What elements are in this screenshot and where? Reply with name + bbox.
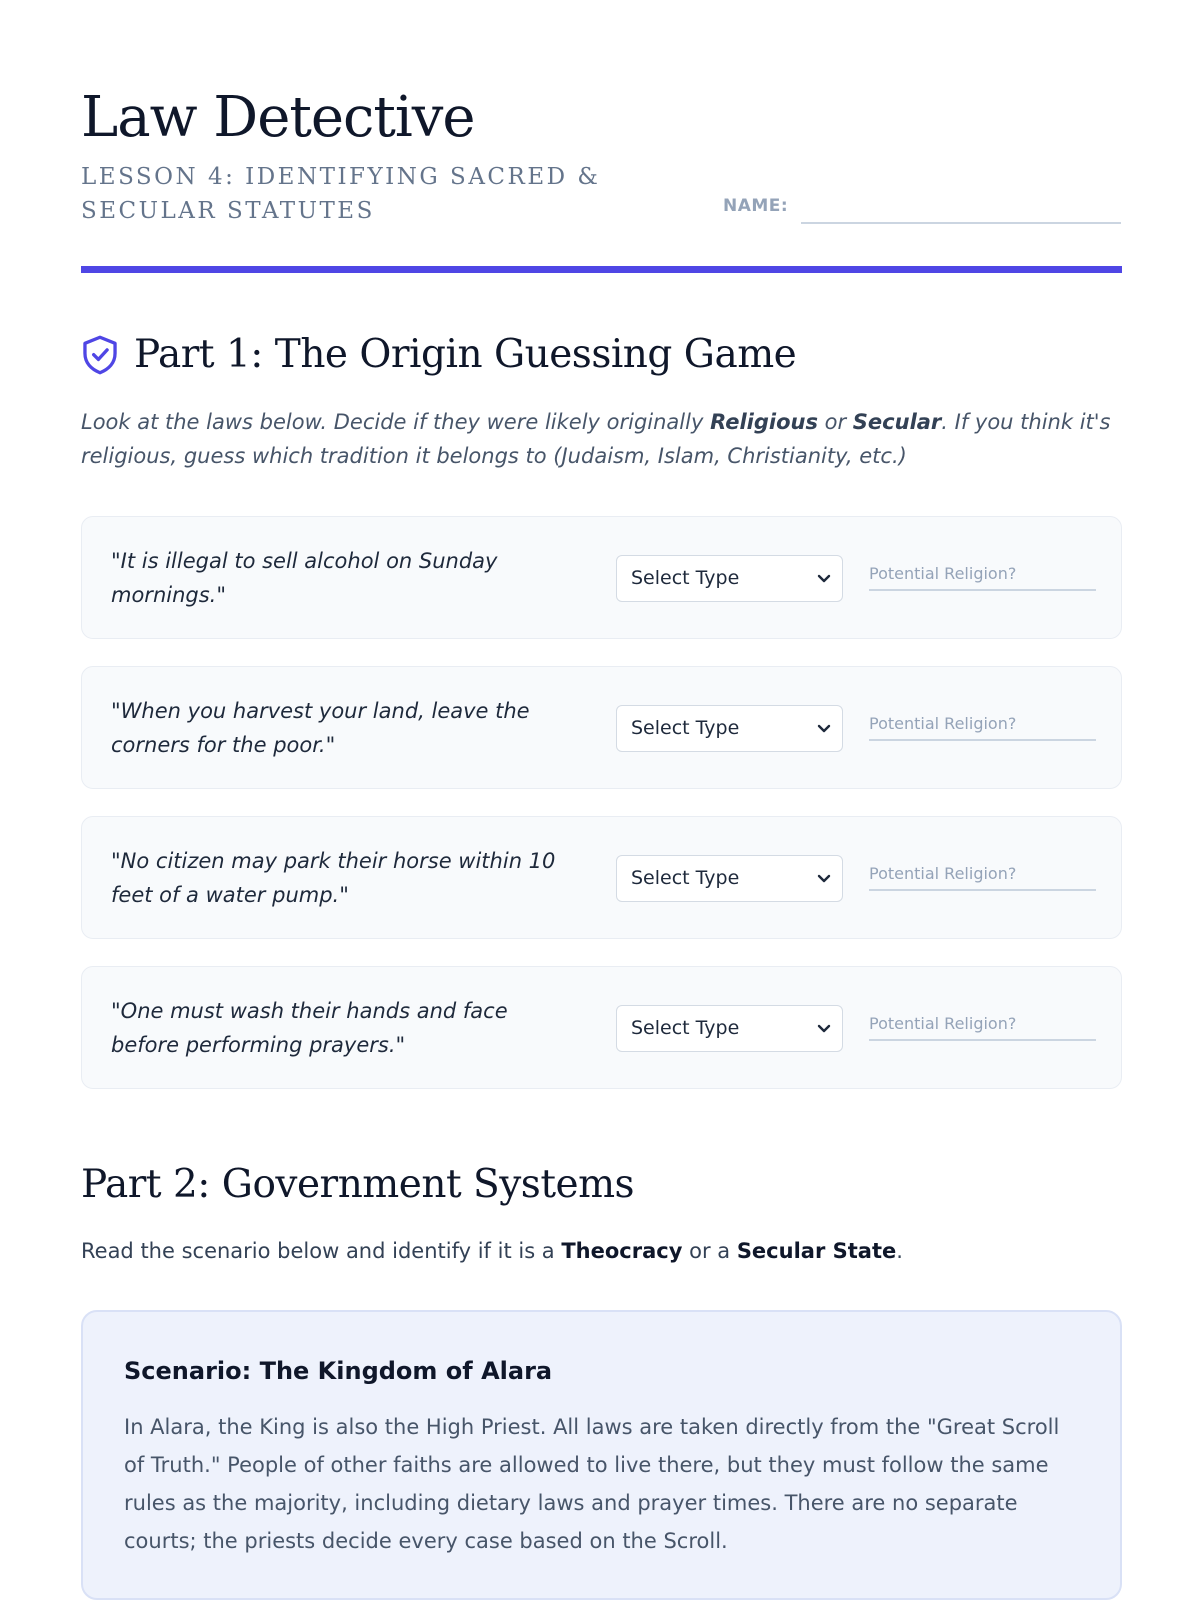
theocracy-term: Theocracy [561,1239,683,1263]
chevron-down-icon [816,870,832,886]
header-divider [81,266,1122,273]
religion-input[interactable] [869,557,1096,591]
chevron-down-icon [816,1020,832,1036]
law-text: "When you harvest your land, leave the corners for the poor." [111,698,530,757]
type-select-value: Select Type [631,1017,740,1039]
chevron-down-icon [816,720,832,736]
name-label: NAME: [723,196,789,216]
religious-term: Religious [710,410,818,434]
religion-input[interactable] [869,707,1096,741]
scenario-title: Scenario: The Kingdom of Alara [124,1357,553,1385]
secular-state-term: Secular State [736,1239,897,1263]
part2-header [81,1160,634,1210]
law-text: "No citizen may park their horse within 10 feet of a water pump." [111,848,556,907]
chevron-down-icon [816,570,832,586]
type-select[interactable] [616,705,843,752]
type-select-value: Select Type [631,717,740,739]
part1-instructions: Look at the laws below. Decide if they were likely originally Religious or Secular. If you think it's religious, guess which tradition it belongs to (Judaism, Islam, Christianity, etc.) [81,410,1111,468]
law-card [81,966,1122,1089]
secular-term: Secular [852,410,942,434]
shield-check-icon [81,334,119,376]
part2-heading: Part 2: Government Systems [81,1162,635,1207]
type-select[interactable] [616,1005,843,1052]
type-select-value: Select Type [631,567,740,589]
part1-heading: Part 1: The Origin Guessing Game [134,332,797,377]
part1-header [81,330,796,380]
religion-input[interactable] [869,857,1096,891]
type-select[interactable] [616,555,843,602]
page-title: Law Detective [81,85,475,150]
law-card [81,816,1122,939]
religion-input[interactable] [869,1007,1096,1041]
law-text: "It is illegal to sell alcohol on Sunday mornings." [111,548,498,607]
type-select[interactable] [616,855,843,902]
part2-instructions: Read the scenario below and identify if it is a Theocracy or a Secular State. [81,1239,903,1263]
law-card [81,666,1122,789]
law-text: "One must wash their hands and face before performing prayers." [111,998,508,1057]
scenario-body: In Alara, the King is also the High Priest. All laws are taken directly from the "Great Scroll of Truth." People of other faiths are allowed to live there, but they must follow the same rules as the majority, including dietary laws and prayer times. There are no separate courts; the priests decide every case based on the Scroll. [124,1415,1060,1553]
name-field[interactable] [801,190,1121,224]
lesson-subtitle: LESSON 4: IDENTIFYING SACRED & SECULAR STATUTES [81,164,601,224]
type-select-value: Select Type [631,867,740,889]
scenario-card [81,1310,1122,1600]
law-card [81,516,1122,639]
